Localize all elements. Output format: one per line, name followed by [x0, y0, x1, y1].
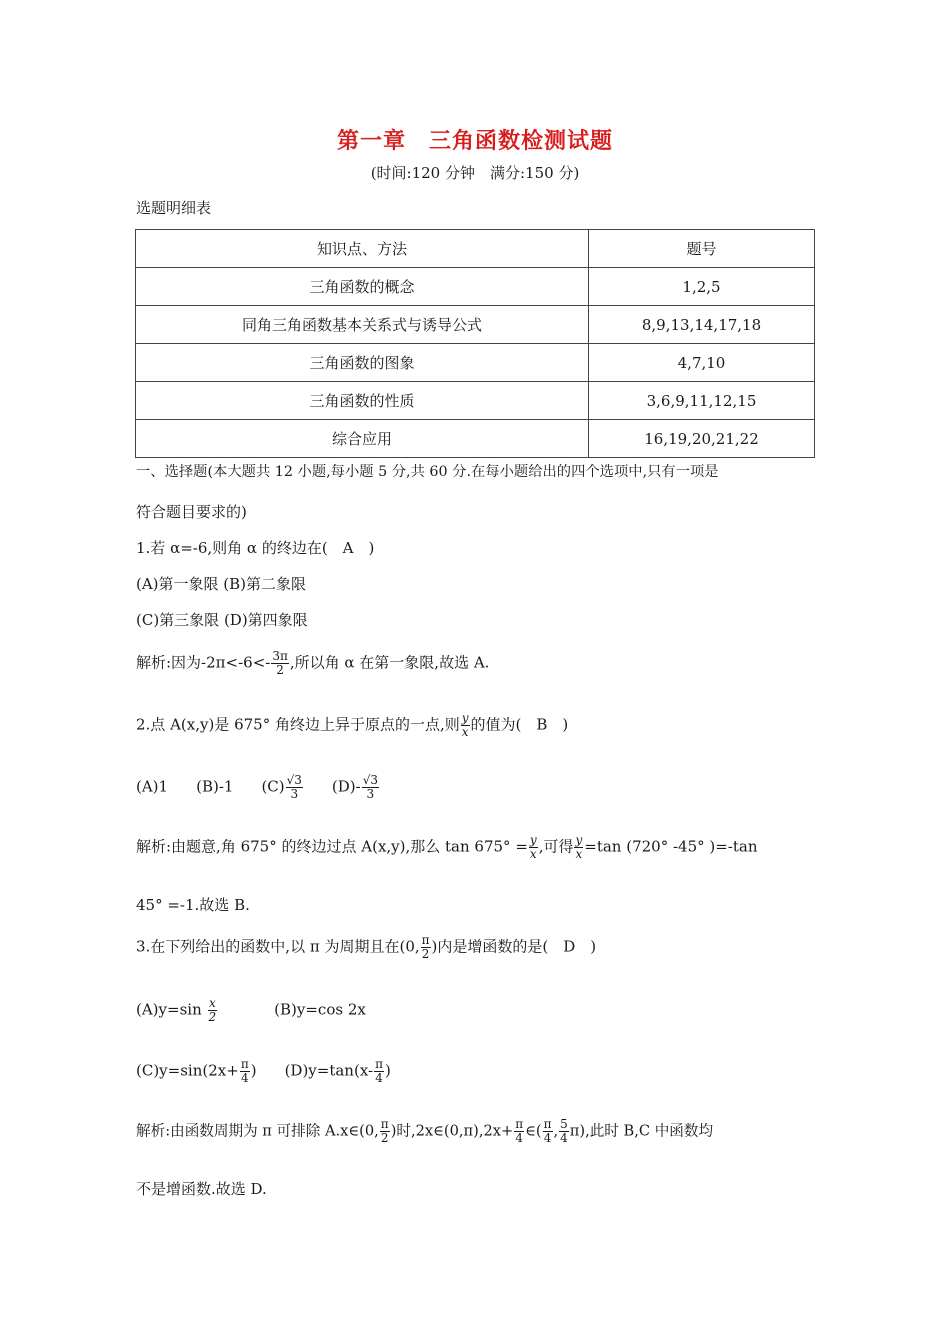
table-header-topic: 知识点、方法	[136, 230, 589, 268]
fraction: $\frac{3\pi}{2}$	[272, 649, 288, 677]
question-3-options-cd: (C)y=sin(2x+ $\frac{\pi}{4}$ ) (D)y=tan(x- $\frac{\pi}{4}$ )	[136, 1057, 391, 1085]
fraction: $\frac{\pi}{4}$	[515, 1117, 524, 1145]
table-cell-topic: 综合应用	[136, 420, 589, 458]
section-heading: 一、选择题(本大题共 12 小题,每小题 5 分,共 60 分.在每小题给出的四个选项中,只有一项是	[136, 464, 719, 480]
table-caption: 选题明细表	[136, 199, 212, 217]
fraction: $\frac{y}{x}$	[529, 833, 537, 861]
table-cell-numbers: 16,19,20,21,22	[589, 420, 815, 458]
table-row	[136, 344, 815, 382]
topic-detail-table	[135, 229, 815, 458]
table-cell-numbers: 4,7,10	[589, 344, 815, 382]
question-2-stem: 2.点 A(x,y)是 675° 角终边上异于原点的一点,则 $\frac{y}{x}$ 的值为( B )	[136, 711, 569, 739]
question-2-solution: 解析:由题意,角 675° 的终边过点 A(x,y),那么 tan 675° = $\frac{y}{x}$ ,可得 $\frac{y}{x}$ =tan (720° -45° )=-tan	[136, 833, 758, 861]
table-cell-numbers: 8,9,13,14,17,18	[589, 306, 815, 344]
question-3-solution: 解析:由函数周期为 π 可排除 A.x∈(0, $\frac{\pi}{2}$ )时,2x∈(0,π),2x+ $\frac{\pi}{4}$ ∈( $\frac{\pi}{4}$ , $\frac{5}{4}$ π),此时 B,C 中函数均	[136, 1117, 714, 1145]
fraction: $\frac{\pi}{4}$	[240, 1057, 249, 1085]
fraction: $\frac{\pi}{2}$	[421, 933, 430, 961]
question-1-stem: 1.若 α=-6,则角 α 的终边在( A )	[136, 539, 375, 557]
fraction: $\frac{\pi}{4}$	[375, 1057, 383, 1085]
table-row	[136, 306, 815, 344]
table-cell-topic: 三角函数的图象	[136, 344, 589, 382]
table-row	[136, 420, 815, 458]
table-cell-topic: 同角三角函数基本关系式与诱导公式	[136, 306, 589, 344]
question-1-options-ab: (A)第一象限 (B)第二象限	[136, 575, 307, 593]
fraction: $\frac{\pi}{4}$	[543, 1117, 552, 1145]
question-3-options-ab: (A)y=sin $\frac{x}{2}$ (B)y=cos 2x	[136, 996, 366, 1024]
question-3-stem: 3.在下列给出的函数中,以 π 为周期且在(0, $\frac{\pi}{2}$ )内是增函数的是( D )	[136, 933, 597, 961]
page-title: 第一章 三角函数检测试题	[336, 128, 613, 154]
table-cell-topic: 三角函数的性质	[136, 382, 589, 420]
table-header-numbers: 题号	[589, 230, 815, 268]
question-3-solution-continued: 不是增函数.故选 D.	[136, 1180, 267, 1198]
fraction: $\frac{√3}{3}$	[362, 773, 378, 801]
table-header-row	[136, 230, 815, 268]
table-cell-numbers: 3,6,9,11,12,15	[589, 382, 815, 420]
section-heading-continued: 符合题目要求的)	[136, 503, 247, 521]
question-1-solution: 解析:因为-2π<-6<- $\frac{3\pi}{2}$ ,所以角 α 在第一象限,故选 A.	[136, 649, 490, 677]
page-subtitle: (时间:120 分钟 满分:150 分)	[370, 164, 580, 182]
table-row	[136, 268, 815, 306]
question-1-options-cd: (C)第三象限 (D)第四象限	[136, 611, 308, 629]
table-cell-numbers: 1,2,5	[589, 268, 815, 306]
fraction: $\frac{y}{x}$	[461, 711, 469, 739]
question-2-solution-continued: 45° =-1.故选 B.	[136, 896, 250, 914]
fraction: $\frac{x}{2}$	[208, 996, 217, 1024]
table-cell-topic: 三角函数的概念	[136, 268, 589, 306]
table-row	[136, 382, 815, 420]
fraction: $\frac{5}{4}$	[560, 1117, 568, 1145]
fraction: $\frac{√3}{3}$	[286, 773, 302, 801]
question-2-options: (A)1 (B)-1 (C) $\frac{√3}{3}$ (D)- $\frac{√3}{3}$	[136, 773, 378, 801]
fraction: $\frac{\pi}{2}$	[380, 1117, 389, 1145]
fraction: $\frac{y}{x}$	[575, 833, 583, 861]
